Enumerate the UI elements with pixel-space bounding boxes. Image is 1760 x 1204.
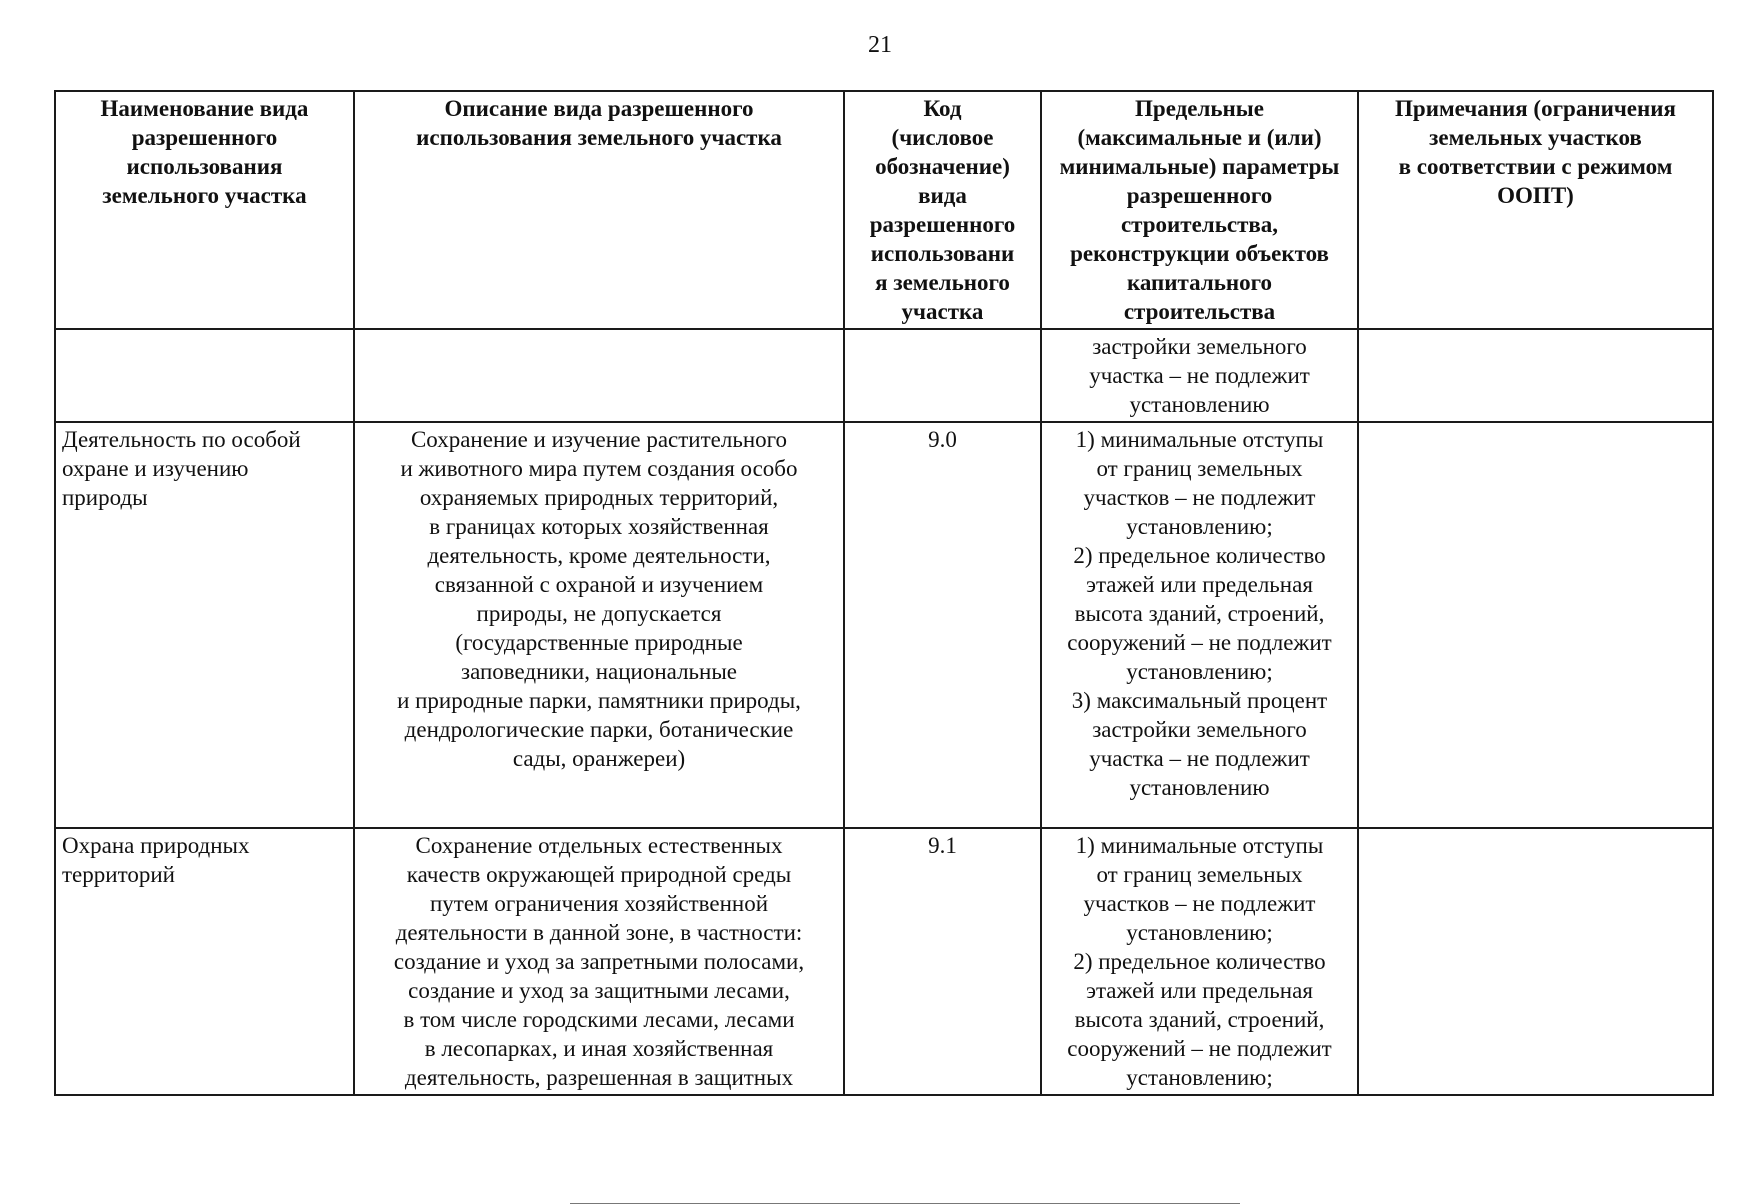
cell-use-description — [354, 329, 844, 422]
header-use-name: Наименование вида разрешенного использования земельного участка — [55, 91, 354, 329]
table-row — [55, 422, 1713, 828]
cell-use-description: Сохранение отдельных естественных качеств окружающей природной среды путем ограничения хозяйственной деятельности в данной зоне, в частности: создание и уход за запретными полосами, создание и уход за защитными лесами, в том числе городскими лесами, лесами в лесопарках, и иная хозяйственная деятельность, разрешенная в защитных — [354, 828, 844, 1095]
header-use-description: Описание вида разрешенного использования земельного участка — [354, 91, 844, 329]
table-header-row — [55, 91, 1713, 329]
cell-use-name — [55, 329, 354, 422]
cell-construction-params: 1) минимальные отступы от границ земельных участков – не подлежит установлению; 2) предельное количество этажей или предельная высота зданий, строений, сооружений – не подлежит установлению; — [1041, 828, 1358, 1095]
table-row — [55, 828, 1713, 1095]
cell-use-code: 9.0 — [844, 422, 1041, 828]
page-number: 21 — [868, 32, 892, 58]
cell-construction-params: застройки земельного участка – не подлежит установлению — [1041, 329, 1358, 422]
cell-construction-params: 1) минимальные отступы от границ земельных участков – не подлежит установлению; 2) предельное количество этажей или предельная высота зданий, строений, сооружений – не подлежит установлению; 3) максимальный процент застройки земельного участка – не подлежит установлению — [1041, 422, 1358, 828]
cell-use-description: Сохранение и изучение растительного и животного мира путем создания особо охраняемых природных территорий, в границах которых хозяйственная деятельность, кроме деятельности, связанной с охраной и изучением природы, не допускается (государственные природные заповедники, национальные и природные парки, памятники природы, дендрологические парки, ботанические сады, оранжереи) — [354, 422, 844, 828]
header-construction-params: Предельные (максимальные и (или) минимальные) параметры разрешенного строительства, реконструкции объектов капитального строительства — [1041, 91, 1358, 329]
cell-notes — [1358, 422, 1713, 828]
cell-use-name: Охрана природных территорий — [55, 828, 354, 1095]
table-row — [55, 329, 1713, 422]
cell-use-code: 9.1 — [844, 828, 1041, 1095]
cell-use-name: Деятельность по особой охране и изучению природы — [55, 422, 354, 828]
header-notes: Примечания (ограничения земельных участков в соответствии с режимом ООПТ) — [1358, 91, 1713, 329]
cell-notes — [1358, 828, 1713, 1095]
cell-use-code — [844, 329, 1041, 422]
header-use-code: Код (числовое обозначение) вида разрешенного использовани я земельного участка — [844, 91, 1041, 329]
land-use-table — [54, 90, 1714, 1096]
cell-notes — [1358, 329, 1713, 422]
